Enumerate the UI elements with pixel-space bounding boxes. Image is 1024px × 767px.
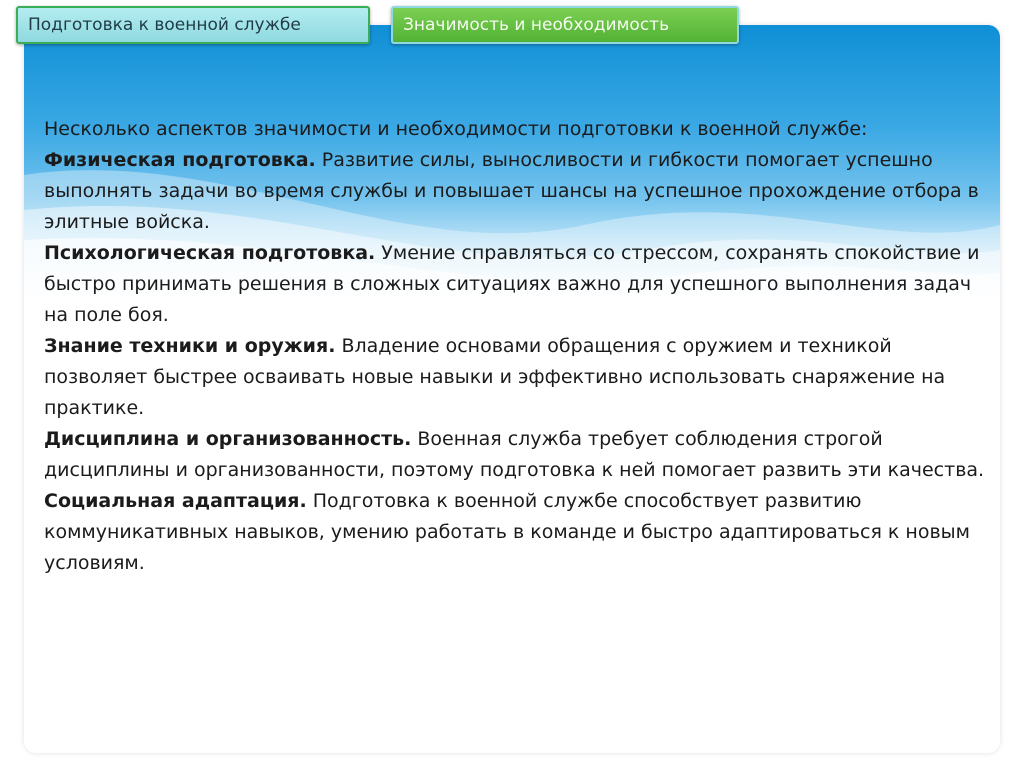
aspect-term: Социальная адаптация. — [44, 490, 307, 512]
aspect-text: Подготовка к военной службе способствует развитию коммуникативных навыков, умению работать в команде и быстро адаптироваться к новым условиям. — [44, 490, 971, 574]
aspect-term: Дисциплина и организованность. — [44, 428, 412, 450]
aspect-text: Умение справляться со стрессом, сохранять спокойствие и быстро принимать решения в сложных ситуациях важно для успешного выполнения задач на поле боя. — [44, 242, 980, 326]
aspect-term: Знание техники и оружия. — [44, 335, 336, 357]
main-text — [44, 114, 1000, 579]
tab-significance[interactable] — [391, 6, 739, 44]
aspect-text: Владение основами обращения с оружием и техникой позволяет быстрее осваивать новые навыки и эффективно использовать снаряжение на практике. — [44, 335, 946, 419]
intro-paragraph: Несколько аспектов значимости и необходимости подготовки к военной службе: — [44, 118, 868, 140]
aspect-paragraph — [44, 238, 1000, 331]
aspect-text: Военная служба требует соблюдения строгой дисциплины и организованности, поэтому подготовка к ней помогает развить эти качества. — [44, 428, 985, 481]
tab-significance-label: Значимость и необходимость — [403, 15, 670, 35]
aspect-term: Психологическая подготовка. — [44, 242, 376, 264]
aspect-text: Развитие силы, выносливости и гибкости помогает успешно выполнять задачи во время службы и повышает шансы на успешное прохождение отбора в элитные войска. — [44, 149, 979, 233]
aspect-paragraph — [44, 331, 1000, 424]
aspect-term: Физическая подготовка. — [44, 149, 316, 171]
aspect-paragraph — [44, 486, 1000, 579]
tab-military-preparation[interactable] — [16, 6, 370, 44]
aspect-paragraph — [44, 424, 1000, 486]
tab-military-preparation-label: Подготовка к военной службе — [28, 15, 301, 35]
aspect-paragraph — [44, 145, 1000, 238]
